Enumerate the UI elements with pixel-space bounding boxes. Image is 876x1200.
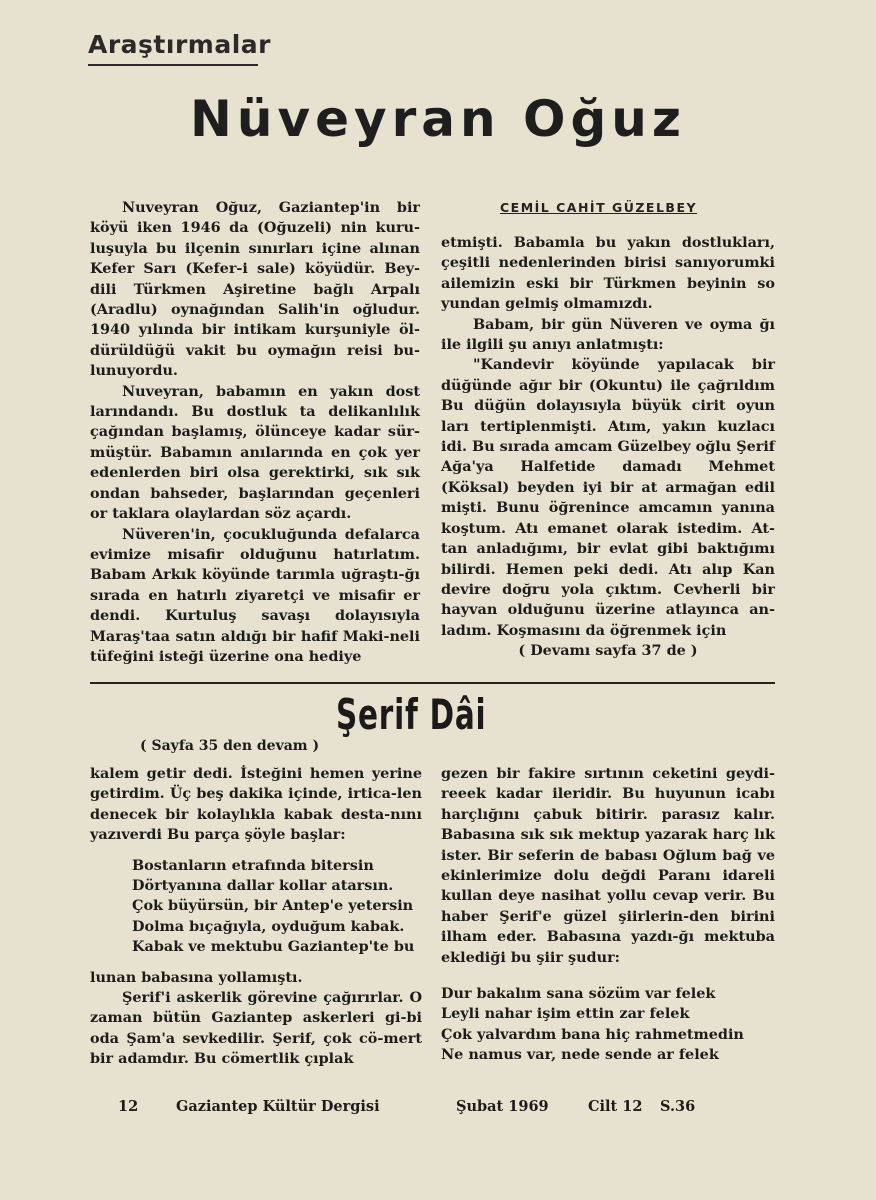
page-number: 12 bbox=[118, 1098, 139, 1115]
section-label: Araştırmalar bbox=[88, 30, 271, 59]
issue-number: S.36 bbox=[660, 1098, 696, 1115]
poem bbox=[90, 856, 422, 958]
volume: Cilt 12 bbox=[588, 1098, 643, 1115]
paragraph: "Kandevir köyünde yapılacak bir düğünde ağır bir (Okuntu) ile çağrıldım Bu düğün dolayısıyla büyük cirit oyun ları tertiplenmişti. Atım, yakın kuzlacı idi. Bu sırada amcam Güzelbey oğlu Şerif Ağa'ya Halfetide damadı Mehmet (Köksal) beyden iyi bir at armağan edil mişti. Bunu öğrenince amcamın yanına koştum. Atı emanet olarak istedim. At-tan anladığımı, bir evlat gibi baktığımı bilirdi. Hemen peki dedi. Atı alıp Kan devire doğru yola çıktım. Cevherli bir hayvan olduğunu üzerine atlayınca an-ladım. Koşmasını da öğrenmek için bbox=[441, 356, 775, 639]
paragraph: kalem getir dedi. İsteğini hemen yerine getirdim. Üç beş dakika içinde, irtica-len denecek bir kolaylıkla kabak desta-nını yazıverdi Bu parça şöyle başlar: bbox=[90, 765, 422, 844]
poem-line: Çok büyürsün, bir Antep'e yetersin bbox=[132, 897, 414, 915]
poem-line: Dur bakalım sana sözüm var felek bbox=[441, 985, 716, 1003]
poem-line: Dörtyanına dallar kollar atarsın. bbox=[132, 877, 394, 895]
left-column-top bbox=[90, 198, 420, 667]
poem-line: Bostanların etrafında bitersin bbox=[132, 856, 374, 874]
poem-line: Leyli nahar işim ettin zar felek bbox=[441, 1005, 690, 1023]
paragraph: lunan babasına yollamıştı. bbox=[90, 968, 303, 986]
continued-from-note: ( Sayfa 35 den devam ) bbox=[140, 738, 320, 754]
article-title: Nüveyran Oğuz bbox=[190, 90, 686, 148]
poem-line: Dolma bıçağıyla, oyduğum kabak. bbox=[132, 917, 405, 935]
paragraph: Babam, bir gün Nüveren ve oyma ğı ile ilgili şu anıyı anlatmıştı: bbox=[441, 315, 775, 354]
left-column-bottom bbox=[90, 764, 422, 1070]
paragraph: Nuveyran, babamın en yakın dost larındandı. Bu dostluk ta delikanlılık çağından başlamış, ölünceye kadar sür-müştür. Babamın anılarında en çok yer edenlerden biri olsa gerektirki, sık sık ondan bahseder, başlarından geçenleri or taklara olaylardan söz açardı. bbox=[90, 382, 420, 523]
right-column-top bbox=[441, 233, 775, 662]
issue-date: Şubat 1969 bbox=[456, 1098, 549, 1115]
paragraph: Nuveyran Oğuz, Gaziantep'in bir köyü iken 1946 da (Oğuzeli) nin kuru-luşuyla bu ilçenin sınırları içine alınan Kefer Sarı (Kefer-i sale) köyüdür. Bey-dili Türkmen Aşiretine bağlı Arpalı (Aradlu) oynağından Salih'in oğludur. 1940 yılında bir intikam kurşuniyle öl-dürüldüğü vakit bu oymağın reisi bu-lunuyordu. bbox=[90, 199, 420, 380]
section-underline bbox=[88, 64, 258, 66]
journal-name: Gaziantep Kültür Dergisi bbox=[176, 1098, 380, 1115]
section-divider bbox=[90, 682, 775, 684]
author-name: CEMİL CAHİT GÜZELBEY bbox=[500, 200, 698, 215]
continued-note: ( Devamı sayfa 37 de ) bbox=[518, 642, 698, 660]
right-column-bottom bbox=[441, 764, 775, 1066]
paragraph: etmişti. Babamla bu yakın dostlukları, çeşitli nedenlerinden birisi sanıyorumki ailemizin eski bir Türkmen beyinin so yundan gelmiş olmamızdı. bbox=[441, 234, 775, 313]
second-article-title: Şerif Dâi bbox=[336, 690, 487, 739]
poem bbox=[441, 984, 775, 1066]
paragraph: Nüveren'in, çocukluğunda defalarca evimize misafir olduğunu hatırlatım. Babam Arkık köyünde tarımla uğraştı-ğı sırada en hatırlı ziyaretçi ve misafir er dendi. Kurtuluş savaşı dolayısıyla Maraş'taa satın aldığı bir hafif Maki-neli tüfeğini isteği üzerine ona hediye bbox=[90, 525, 420, 665]
paragraph: gezen bir fakire sırtının ceketini geydi-reeek kadar ileridir. Bu huyunun icabı harçlığını çabuk bitirir. parasız kalır. Babasına sık sık mektup yazarak harç lık ister. Bir seferin de babası Oğlum bağ ve ekinlerimize dolu değdi Paranı idareli kullan deye nasihat yollu cevap verir. Bu haber Şerif'e güzel şiirlerin-den birini ilham eder. Babasına yazdı-ğı mektuba eklediği bu şiir şudur: bbox=[441, 765, 775, 966]
poem-line: Ne namus var, nede sende ar felek bbox=[441, 1046, 719, 1064]
poem-line: Kabak ve mektubu Gaziantep'te bu bbox=[132, 938, 415, 956]
paragraph: Şerif'i askerlik görevine çağırırlar. O zaman bütün Gaziantep askerleri gi-bi oda Şam'a sevkedilir. Şerif, çok cö-mert bir adamdır. Bu cömertlik çıplak bbox=[90, 989, 422, 1068]
poem-line: Çok yalvardım bana hiç rahmetmedin bbox=[441, 1025, 744, 1043]
